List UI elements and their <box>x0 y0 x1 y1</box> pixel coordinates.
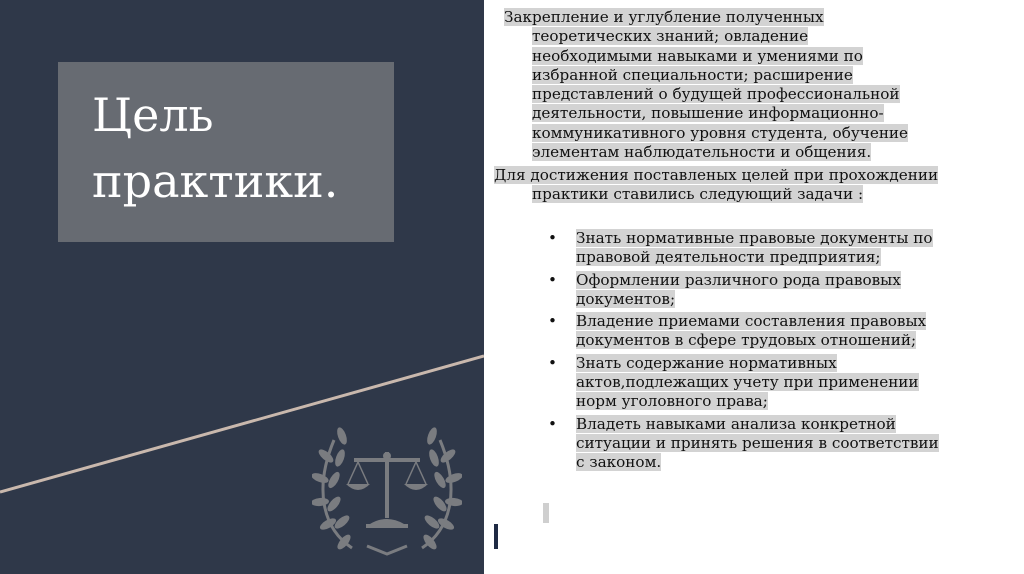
accent-bar <box>494 524 498 549</box>
list-item <box>542 312 942 351</box>
task-text: Владение приемами составления правовых документов в сфере трудовых отношений; <box>576 312 927 350</box>
task-text: Знать содержание нормативных актов,подлежащих учету при применении норм уголовного права; <box>576 353 919 411</box>
list-item <box>542 415 942 473</box>
bullet-icon: • <box>548 270 557 289</box>
scales-of-justice-laurel-icon <box>312 418 462 558</box>
tasks-intro-text: Для достижения поставленых целей при прохождении практики ставились следующий задачи : <box>494 166 939 204</box>
task-text: Оформлении различного рода правовых документов; <box>576 270 901 308</box>
goal-paragraph <box>504 8 932 162</box>
bullet-icon: • <box>548 353 557 372</box>
list-item <box>542 229 942 268</box>
bullet-icon: • <box>548 312 557 331</box>
left-panel <box>0 0 484 574</box>
task-text: Знать нормативные правовые документы по правовой деятельности предприятия; <box>576 229 933 267</box>
list-item <box>542 354 942 412</box>
task-list <box>542 229 942 476</box>
bullet-icon: • <box>548 229 557 247</box>
slide-title: Цель практики. <box>92 88 339 208</box>
bullet-icon: • <box>548 414 557 433</box>
task-text: Владеть навыками анализа конкретной ситуации и принять решения в соответствии с законом. <box>576 414 939 472</box>
tasks-intro <box>494 166 967 205</box>
goal-paragraph-text: Закрепление и углубление полученных теоретических знаний; овладение необходимыми навыками и умениями по избранной специальности; расширение представлений о будущей профессиональной деятельности, повышение информационно-коммуникативного уровня студента, обучение элементам наблюдательности и общения. <box>504 8 909 162</box>
content-panel <box>484 0 1024 574</box>
text-cursor-placeholder <box>543 503 549 523</box>
list-item <box>542 271 942 310</box>
title-box <box>58 62 394 242</box>
